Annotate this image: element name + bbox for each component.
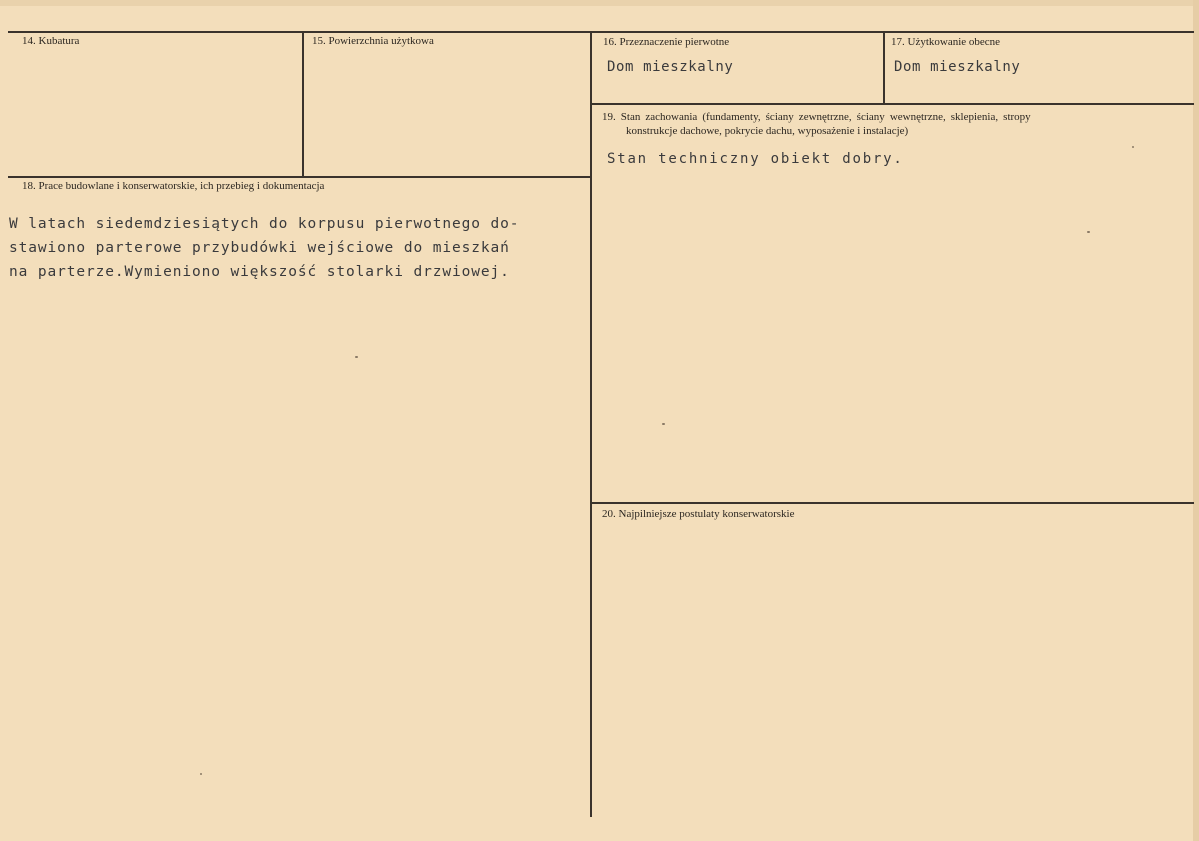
field-15-label: 15. Powierzchnia użytkowa <box>312 35 434 47</box>
field-16-label: 16. Przeznaczenie pierwotne <box>603 36 730 48</box>
field-14-label: 14. Kubatura <box>22 35 80 47</box>
top-border-line <box>8 31 1194 33</box>
paper-speck <box>200 773 202 775</box>
paper-speck <box>1087 231 1090 233</box>
paper-edge-right <box>1193 0 1199 841</box>
field-19-label-line1: 19. Stan zachowania (fundamenty, ściany zewnętrzne, ściany wewnętrzne, sklepienia, stropy <box>602 111 1031 123</box>
field-16-value: Dom mieszkalny <box>607 59 734 75</box>
paper-speck <box>355 356 358 358</box>
field-18-line: na parterze.Wymieniono większość stolarki drzwiowej. <box>9 264 510 280</box>
field-19-value: Stan techniczny obiekt dobry. <box>607 151 904 167</box>
field-18-label: 18. Prace budowlane i konserwatorskie, ich przebieg i dokumentacja <box>22 180 325 192</box>
field-17-value: Dom mieszkalny <box>894 59 1021 75</box>
paper-speck <box>662 423 665 425</box>
divider-16-17 <box>883 31 885 103</box>
field-17-label: 17. Użytkowanie obecne <box>891 36 1001 48</box>
paper-speck <box>1132 146 1134 148</box>
field-20-label: 20. Najpilniejsze postulaty konserwatorskie <box>602 508 795 520</box>
paper-edge-top <box>0 0 1199 6</box>
field-18-value <box>9 212 519 284</box>
rule-above-20 <box>592 502 1194 504</box>
rule-above-19 <box>592 103 1194 105</box>
field-19-label-line2: konstrukcje dachowe, pokrycie dachu, wyposażenie i instalacje) <box>626 125 909 137</box>
divider-14-15 <box>302 31 304 176</box>
rule-above-18 <box>8 176 592 178</box>
field-18-line: stawiono parterowe przybudówki wejściowe do mieszkań <box>9 240 510 256</box>
main-vertical-divider <box>590 31 592 817</box>
field-18-line: W latach siedemdziesiątych do korpusu pierwotnego do- <box>9 216 520 232</box>
